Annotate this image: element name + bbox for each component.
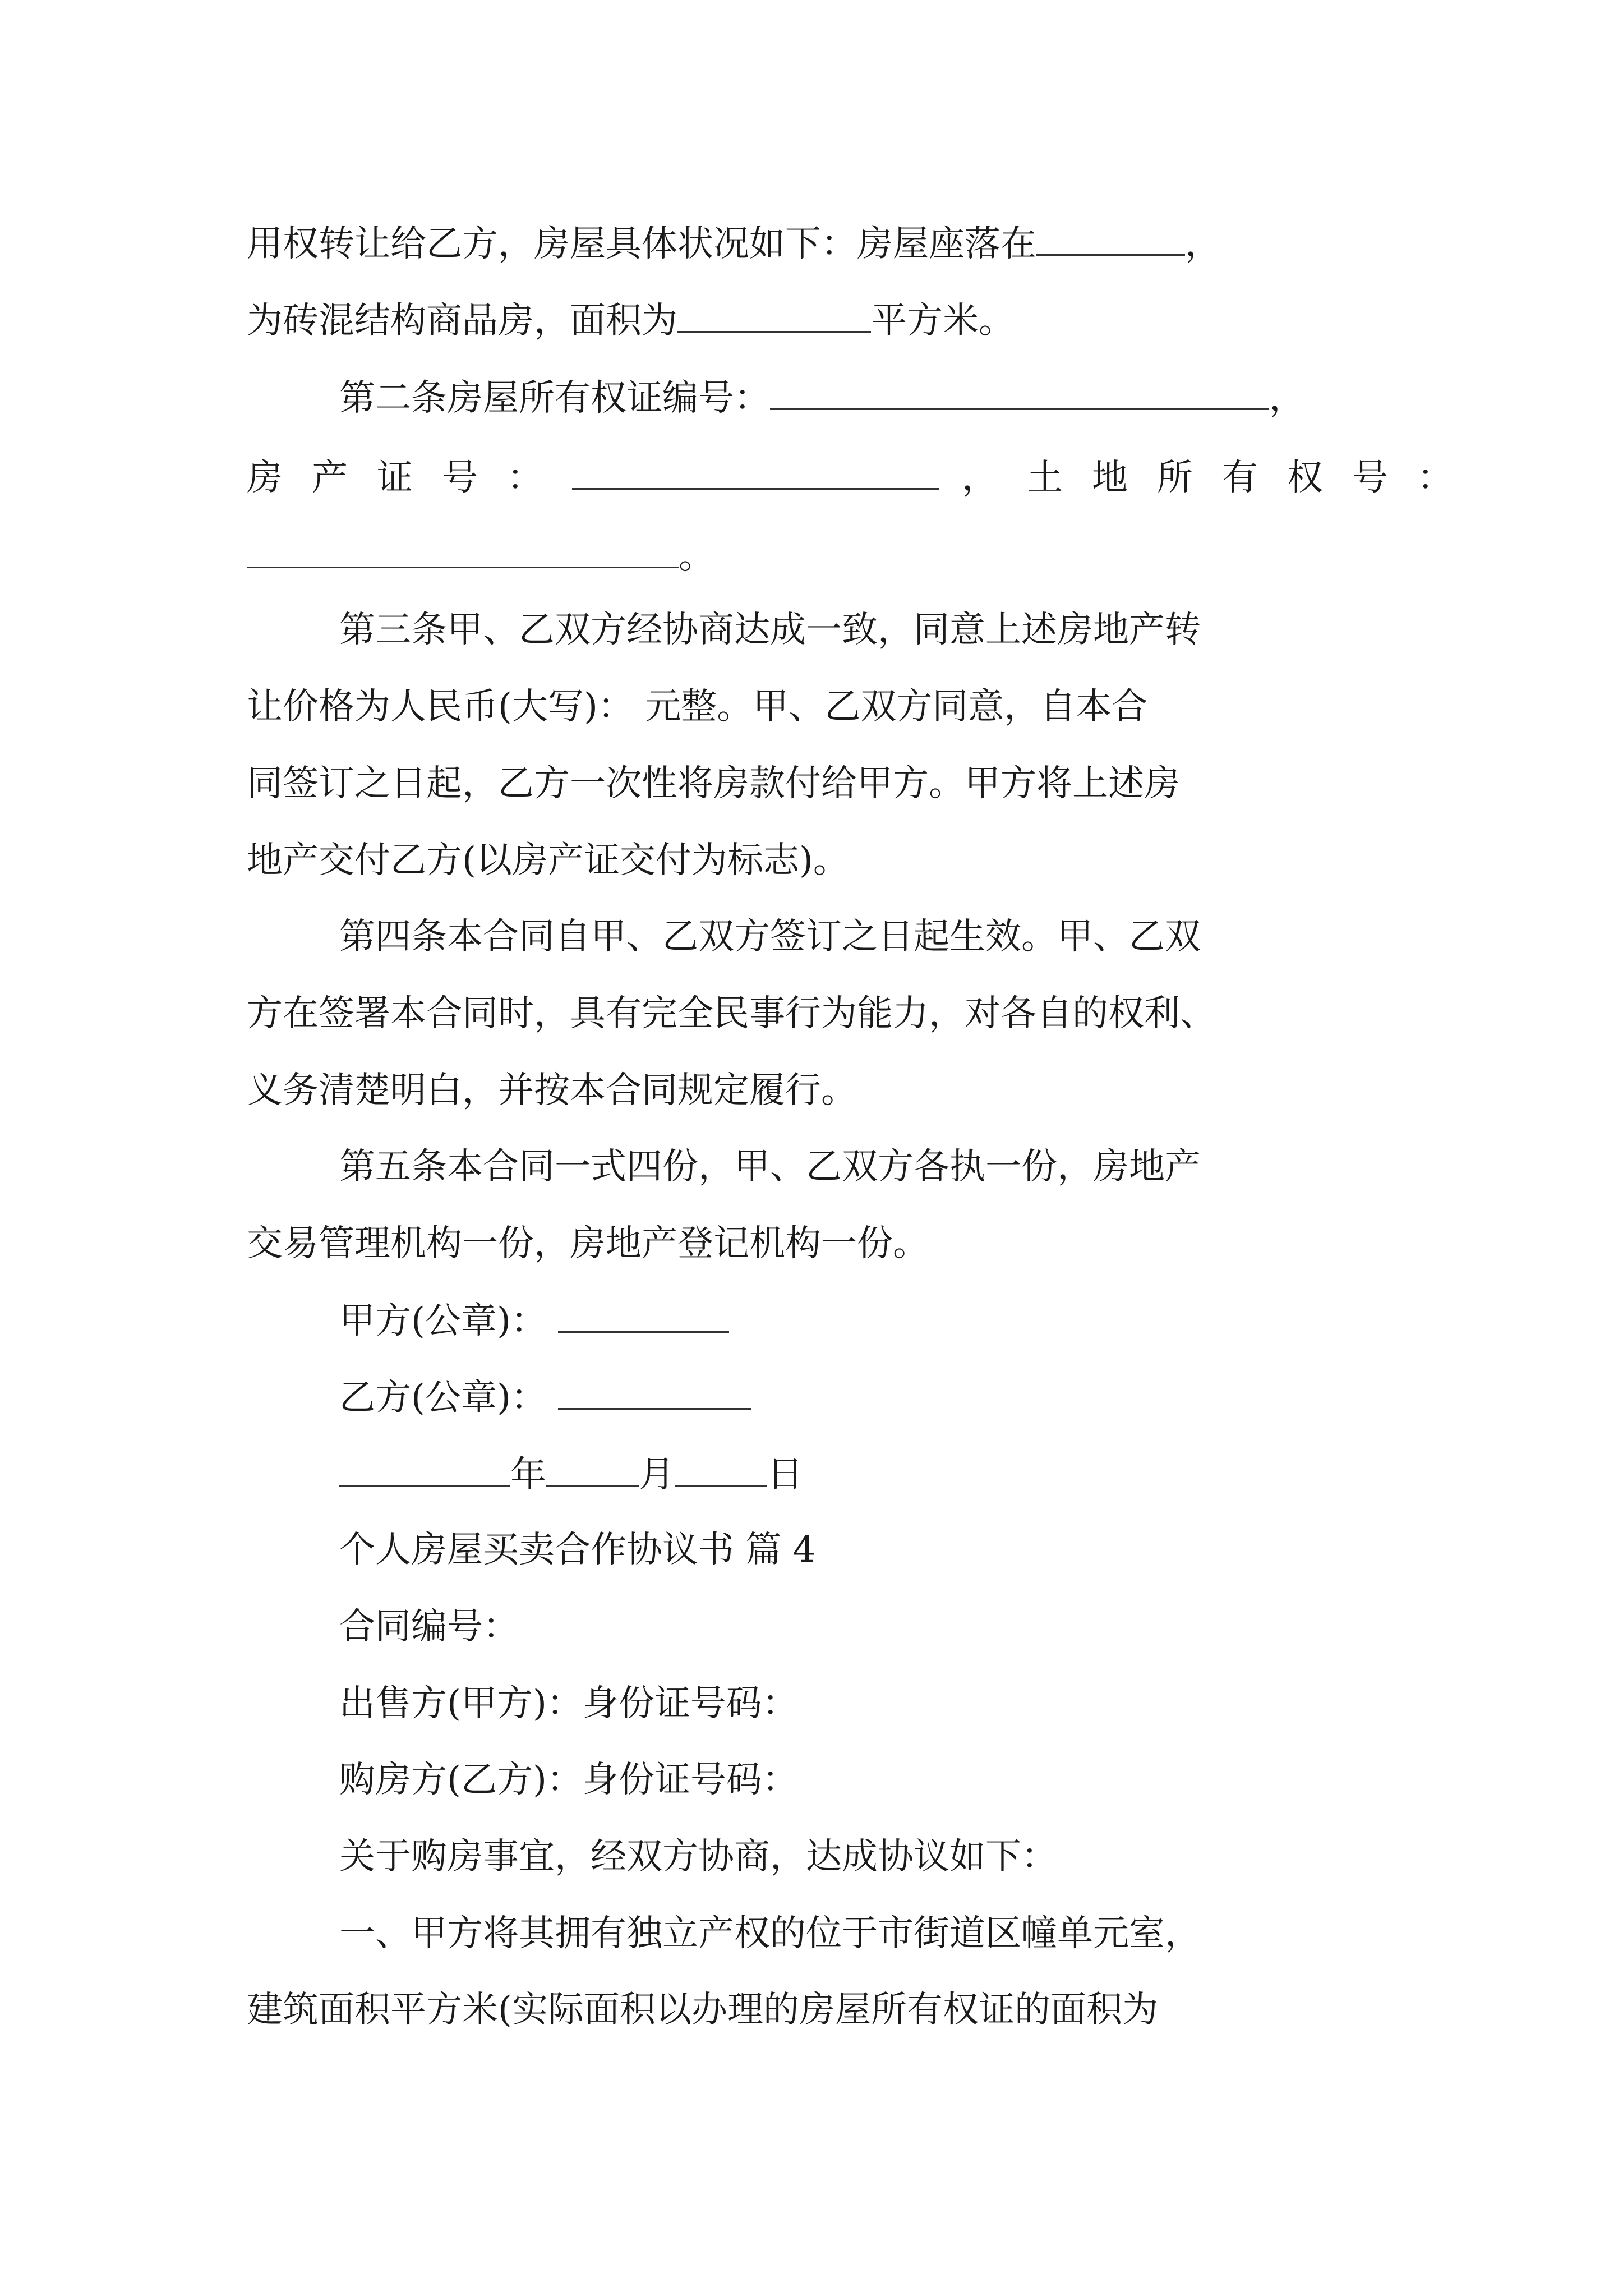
paragraph-4-line-2: 方在签署本合同时，具有完全民事行为能力，对各自的权利、 — [247, 993, 1216, 1034]
item-1-line-1: 一、甲方将其拥有独立产权的位于市街道区幢单元室， — [339, 1913, 1201, 1954]
paragraph-3-line-2: 让价格为人民币(大写)： 元整。甲、乙双方同意，自本合 — [247, 686, 1148, 728]
text-segment: 为砖混结构商品房，面积为 — [247, 300, 677, 342]
text-segment: 第二条房屋所有权证编号： — [339, 378, 770, 419]
text-segment: 房产证号： — [247, 457, 572, 499]
text-segment: ， — [1269, 378, 1305, 419]
blank-field — [558, 1374, 751, 1410]
paragraph-5-line-2: 交易管理机构一份，房地产登记机构一份。 — [247, 1223, 929, 1264]
seller-info: 出售方(甲方)：身份证号码： — [339, 1683, 798, 1724]
paragraph-4-line-3: 义务清楚明白，并按本合同规定履行。 — [247, 1070, 857, 1111]
paragraph-2-line-2 — [247, 454, 1482, 499]
buyer-info: 购房方(乙方)：身份证号码： — [339, 1759, 798, 1801]
paragraph-2-line-1 — [339, 375, 1489, 420]
agreement-intro: 关于购房事宜，经双方协商，达成协议如下： — [339, 1836, 1057, 1878]
signature-party-b — [339, 1374, 1489, 1419]
paragraph-3-line-1: 第三条甲、乙双方经协商达成一致，同意上述房地产转 — [339, 609, 1201, 651]
blank-field — [546, 1451, 639, 1487]
blank-field — [339, 1451, 510, 1487]
paragraph-2-line-3 — [247, 533, 1396, 578]
text-segment: 用权转让给乙方，房屋具体状况如下：房屋座落在 — [247, 223, 1036, 265]
paragraph-5-line-1: 第五条本合同一式四份，甲、乙双方各执一份，房地产 — [339, 1146, 1201, 1188]
signature-label: 甲方(公章)： — [339, 1300, 547, 1342]
paragraph-4-line-1: 第四条本合同自甲、乙双方签订之日起生效。甲、乙双 — [339, 916, 1201, 958]
text-segment: 平方米。 — [871, 300, 1015, 342]
text-segment: ， — [1185, 223, 1221, 265]
date-year-label: 年 — [510, 1454, 546, 1496]
signature-date — [339, 1451, 1489, 1496]
blank-field — [1036, 220, 1185, 256]
section-4-title: 个人房屋买卖合作协议书 篇 4 — [339, 1529, 816, 1571]
paragraph-3-line-4: 地产交付乙方(以房产证交付为标志)。 — [247, 840, 849, 881]
blank-field — [572, 454, 939, 490]
text-segment: 。 — [679, 536, 714, 577]
text-segment: ，土地所有权号： — [962, 457, 1482, 499]
blank-field — [247, 533, 679, 568]
paragraph-3-line-3: 同签订之日起，乙方一次性将房款付给甲方。甲方将上述房 — [247, 763, 1180, 804]
blank-field — [675, 1451, 767, 1487]
blank-field — [677, 297, 871, 333]
date-month-label: 月 — [639, 1454, 675, 1496]
signature-label: 乙方(公章)： — [339, 1377, 547, 1419]
signature-party-a — [339, 1297, 1489, 1342]
blank-field — [558, 1297, 729, 1333]
paragraph-1-line-2 — [247, 297, 1396, 342]
contract-number: 合同编号： — [339, 1606, 519, 1648]
blank-field — [770, 375, 1269, 410]
paragraph-1-line-1 — [247, 220, 1396, 265]
date-day-label: 日 — [767, 1454, 803, 1496]
item-1-line-2: 建筑面积平方米(实际面积以办理的房屋所有权证的面积为 — [247, 1989, 1158, 2031]
